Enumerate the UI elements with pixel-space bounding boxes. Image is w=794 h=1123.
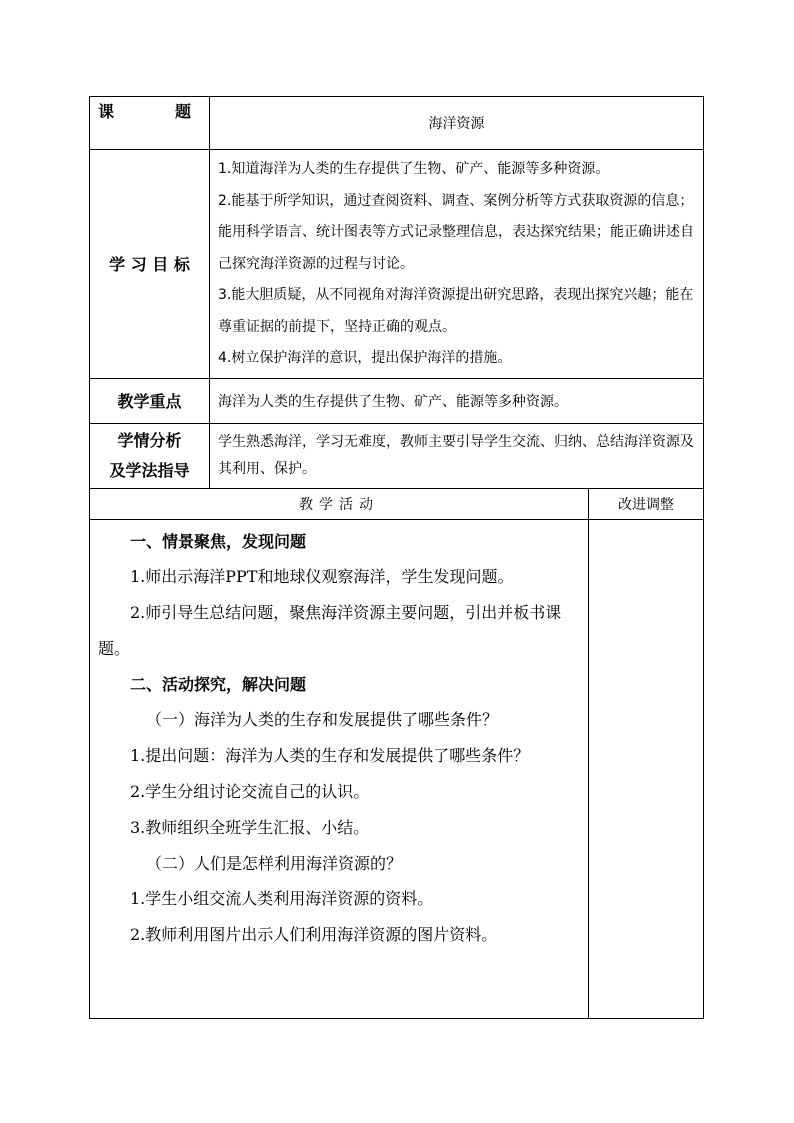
analysis-label bbox=[90, 423, 210, 488]
analysis-content: 学生熟悉海洋，学习无难度，教师主要引导学生交流、归纳、总结海洋资源及其利用、保护。 bbox=[210, 423, 704, 488]
activity-body-row bbox=[90, 519, 704, 1018]
activity-step: 1.师出示海洋PPT和地球仪观察海洋，学生发现问题。 bbox=[130, 567, 514, 587]
section-heading: 二、活动探究，解决问题 bbox=[130, 674, 307, 694]
lesson-plan-table bbox=[89, 96, 704, 1019]
subsection-heading: （二）人们是怎样利用海洋资源的？ bbox=[146, 853, 403, 873]
goal-item: 3.能大胆质疑，从不同视角对海洋资源提出研究思路，表现出探究兴趣；能在尊重证据的前提下，坚持正确的观点。 bbox=[218, 287, 694, 335]
activity-step: 3.教师组织全班学生汇报、小结。 bbox=[130, 817, 370, 837]
activity-step: 2.师引导生总结问题，聚焦海洋资源主要问题，引出并板书课题。 bbox=[98, 603, 562, 658]
activity-step: 2.教师利用图片出示人们利用海洋资源的图片资料。 bbox=[130, 925, 498, 945]
goal-item: 4.树立保护海洋的意识，提出保护海洋的措施。 bbox=[218, 350, 512, 366]
analysis-label-line1: 学情分析 bbox=[117, 430, 182, 450]
adjust-header: 改进调整 bbox=[589, 488, 704, 519]
goal-item: 2.能基于所学知识，通过查阅资料、调查、案例分析等方式获取资源的信息；能用科学语言、统计图表等方式记录整理信息，表达探究结果；能正确讲述自己探究海洋资源的过程与讨论。 bbox=[218, 192, 694, 272]
focus-content: 海洋为人类的生存提供了生物、矿产、能源等多种资源。 bbox=[210, 378, 704, 423]
focus-row bbox=[90, 378, 704, 423]
adjust-content bbox=[589, 519, 704, 1018]
activity-step: 1.提出问题：海洋为人类的生存和发展提供了哪些条件？ bbox=[130, 746, 530, 766]
analysis-label-line2: 及学法指导 bbox=[109, 460, 190, 480]
title-label-left: 课 bbox=[98, 102, 115, 121]
goals-content bbox=[210, 150, 704, 379]
activity-step: 2.学生分组讨论交流自己的认识。 bbox=[130, 782, 370, 802]
section-heading: 一、情景聚焦，发现问题 bbox=[130, 531, 307, 551]
goal-item: 1.知道海洋为人类的生存提供了生物、矿产、能源等多种资源。 bbox=[218, 161, 610, 177]
lesson-title: 海洋资源 bbox=[210, 97, 704, 150]
title-label-right: 题 bbox=[174, 102, 191, 121]
activity-step: 1.学生小组交流人类利用海洋资源的资料。 bbox=[130, 889, 434, 909]
activity-content bbox=[90, 519, 589, 1018]
title-label-cell bbox=[90, 97, 210, 150]
goals-label: 学 习 目 标 bbox=[90, 150, 210, 379]
goals-row bbox=[90, 150, 704, 379]
title-row bbox=[90, 97, 704, 150]
activity-header: 教学活动 bbox=[90, 488, 589, 519]
subsection-heading: （一）海洋为人类的生存和发展提供了哪些条件？ bbox=[146, 710, 499, 730]
focus-label: 教学重点 bbox=[90, 378, 210, 423]
activity-header-row bbox=[90, 488, 704, 519]
analysis-row bbox=[90, 423, 704, 488]
